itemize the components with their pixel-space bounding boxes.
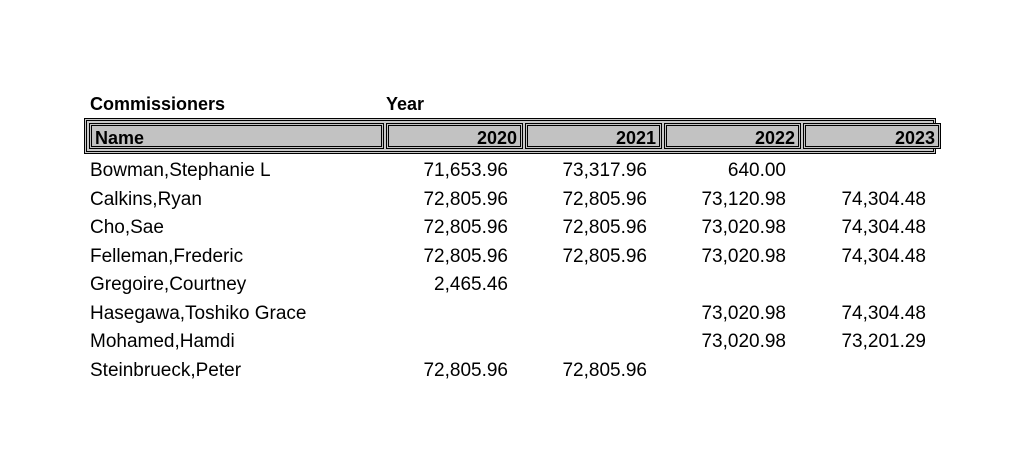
cell-2021: 72,805.96 bbox=[562, 245, 647, 267]
cell-2023 bbox=[796, 357, 936, 386]
cell-2021: 72,805.96 bbox=[562, 359, 647, 381]
table-row bbox=[84, 271, 936, 300]
header-2023: 2023 bbox=[803, 123, 941, 149]
cell-2021 bbox=[518, 328, 657, 357]
header-2020: 2020 bbox=[386, 123, 523, 149]
cell-2022 bbox=[657, 357, 796, 386]
table-row bbox=[84, 214, 936, 243]
column-group-label: Year bbox=[386, 94, 425, 114]
cell-name: Gregoire,Courtney bbox=[90, 274, 247, 295]
cell-2021 bbox=[518, 300, 657, 329]
cell-2020: 72,805.96 bbox=[423, 359, 508, 381]
header-name: Name bbox=[89, 123, 384, 149]
cell-name: Steinbrueck,Peter bbox=[90, 359, 242, 381]
cell-2021: 73,317.96 bbox=[562, 160, 647, 181]
section-labels bbox=[84, 92, 936, 118]
cell-2022: 73,020.98 bbox=[701, 302, 786, 324]
table-row bbox=[84, 186, 936, 215]
table-row bbox=[84, 300, 936, 329]
cell-name: Bowman,Stephanie L bbox=[90, 160, 271, 181]
header-2021: 2021 bbox=[525, 123, 662, 149]
cell-2020: 72,805.96 bbox=[423, 217, 508, 238]
cell-2023: 74,304.48 bbox=[841, 245, 926, 267]
cell-name: Mohamed,Hamdi bbox=[90, 331, 235, 352]
table-row bbox=[84, 357, 936, 386]
cell-name: Felleman,Frederic bbox=[90, 245, 244, 267]
cell-2023 bbox=[796, 271, 936, 300]
commissioners-pay-table-document bbox=[84, 92, 936, 385]
cell-2023 bbox=[796, 157, 936, 186]
table-row bbox=[84, 243, 936, 272]
cell-2021 bbox=[518, 271, 657, 300]
table-row bbox=[84, 157, 936, 186]
header-row bbox=[84, 118, 936, 154]
cell-2022 bbox=[657, 271, 796, 300]
cell-name: Calkins,Ryan bbox=[90, 188, 202, 210]
cell-2022: 73,020.98 bbox=[701, 331, 786, 352]
cell-2020 bbox=[379, 300, 518, 329]
cell-2020: 2,465.46 bbox=[434, 274, 508, 295]
cell-2023: 74,304.48 bbox=[841, 302, 926, 324]
cell-2020: 72,805.96 bbox=[423, 245, 508, 267]
cell-2023: 74,304.48 bbox=[841, 217, 926, 238]
cell-2022: 640.00 bbox=[727, 160, 786, 181]
table-row bbox=[84, 328, 936, 357]
cell-2020 bbox=[379, 328, 518, 357]
cell-name: Hasegawa,Toshiko Grace bbox=[90, 302, 307, 324]
cell-2020: 72,805.96 bbox=[423, 188, 508, 210]
cell-2022: 73,020.98 bbox=[701, 245, 786, 267]
cell-name: Cho,Sae bbox=[90, 217, 164, 238]
cell-2023: 74,304.48 bbox=[841, 188, 926, 210]
row-group-label: Commissioners bbox=[90, 94, 226, 114]
header-2022: 2022 bbox=[664, 123, 801, 149]
cell-2023: 73,201.29 bbox=[841, 331, 926, 352]
cell-2022: 73,020.98 bbox=[701, 217, 786, 238]
cell-2022: 73,120.98 bbox=[701, 188, 786, 210]
cell-2020: 71,653.96 bbox=[423, 160, 508, 181]
cell-2021: 72,805.96 bbox=[562, 217, 647, 238]
pay-table bbox=[84, 118, 936, 385]
cell-2021: 72,805.96 bbox=[562, 188, 647, 210]
table-body bbox=[84, 157, 936, 385]
